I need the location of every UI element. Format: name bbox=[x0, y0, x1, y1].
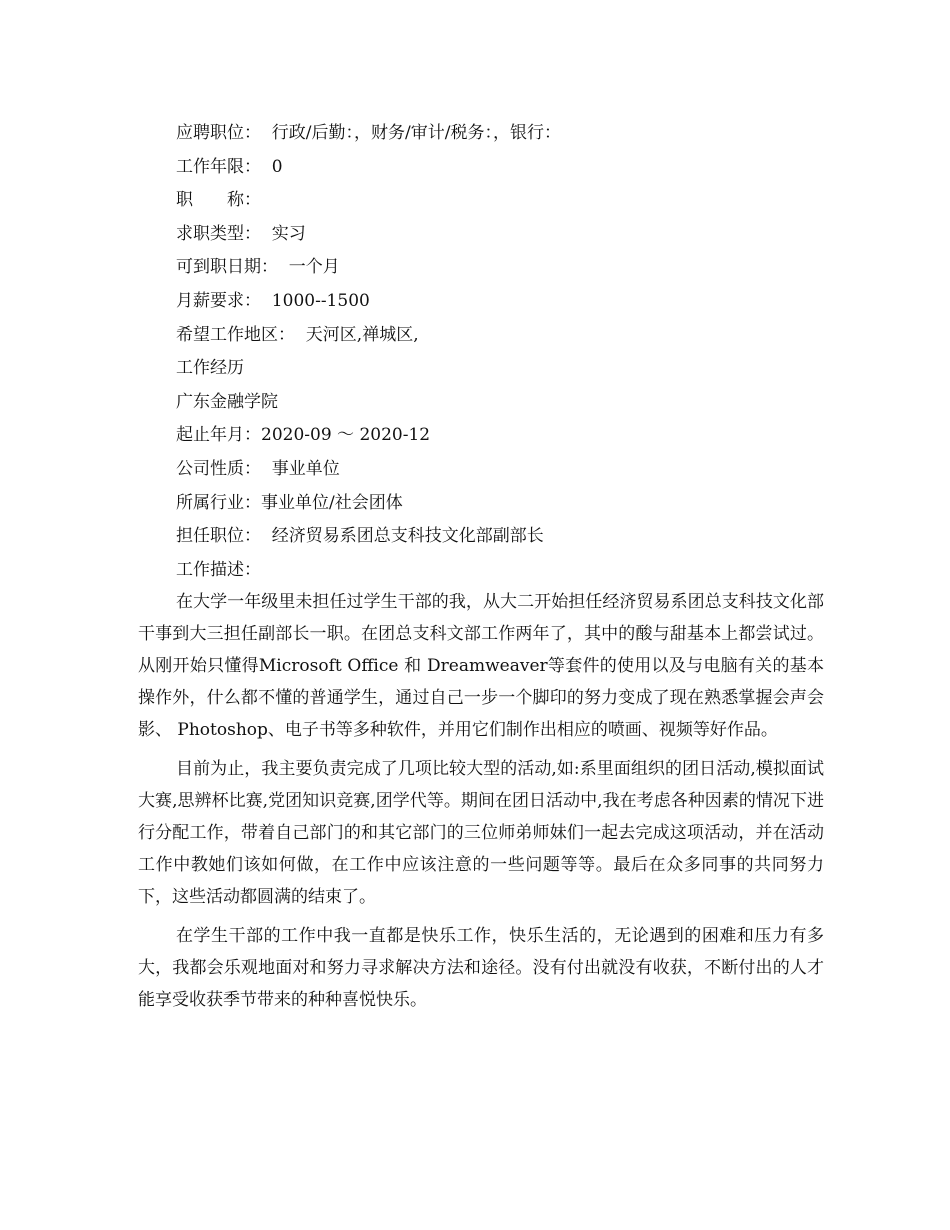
field-value: 行政/后勤：，财务/审计/税务：，银行： bbox=[261, 123, 561, 143]
field-value: 2020-09 ～ 2020-12 bbox=[261, 425, 431, 446]
resume-field-list bbox=[176, 117, 836, 587]
field-label: 求职类型： bbox=[176, 223, 261, 244]
field-label: 工作描述： bbox=[176, 559, 261, 580]
field-label: 工作经历 bbox=[176, 358, 244, 379]
field-period bbox=[176, 419, 836, 453]
field-company-type bbox=[176, 453, 836, 487]
field-label: 起止年月： bbox=[176, 425, 261, 446]
field-position-applied bbox=[176, 117, 836, 151]
section-heading-work-experience bbox=[176, 352, 836, 386]
description-paragraph: 在大学一年级里未担任过学生干部的我，从大二开始担任经济贸易系团总支科技文化部干事到大三担任副部长一职。在团总支科文部工作两年了，其中的酸与甜基本上都尝试过。从刚开始只懂得Microsoft Office 和 Dreamweaver等套件的使用以及与电脑有关的基本操作外，什么都不懂的普通学生，通过自己一步一个脚印的努力变成了现在熟悉掌握会声会影、 Photoshop、电子书等多种软件，并用它们制作出相应的喷画、视频等好作品。 bbox=[138, 592, 824, 740]
field-label: 职 称： bbox=[176, 190, 261, 211]
field-label: 广东金融学院 bbox=[176, 391, 278, 412]
field-job-type bbox=[176, 218, 836, 252]
job-description-body bbox=[138, 586, 824, 1023]
field-value: 经济贸易系团总支科技文化部副部长 bbox=[261, 526, 544, 547]
field-label: 所属行业： bbox=[176, 492, 261, 513]
field-label: 担任职位： bbox=[176, 526, 261, 547]
field-work-years bbox=[176, 151, 836, 185]
field-value: 一个月 bbox=[278, 257, 340, 278]
field-label: 可到职日期： bbox=[176, 257, 278, 278]
field-job-description-label bbox=[176, 554, 836, 588]
field-available-date bbox=[176, 251, 836, 285]
field-value: 1000--1500 bbox=[261, 290, 370, 311]
field-work-region bbox=[176, 319, 836, 353]
field-value: 事业单位 bbox=[261, 458, 340, 479]
field-title bbox=[176, 184, 836, 218]
field-industry bbox=[176, 487, 836, 521]
field-value: 实习 bbox=[261, 223, 306, 244]
field-value: 天河区,禅城区, bbox=[295, 324, 419, 345]
field-label: 工作年限： bbox=[176, 156, 261, 177]
field-organization bbox=[176, 386, 836, 420]
field-label: 应聘职位： bbox=[176, 123, 261, 143]
description-paragraph: 目前为止，我主要负责完成了几项比较大型的活动,如:系里面组织的团日活动,模拟面试大赛,思辨杯比赛,党团知识竞赛,团学代等。期间在团日活动中,我在考虑各种因素的情况下进行分配工作，带着自己部门的和其它部门的三位师弟师妹们一起去完成这项活动，并在活动工作中教她们该如何做，在工作中应该注意的一些问题等等。最后在众多同事的共同努力下，这些活动都圆满的结束了。 bbox=[138, 759, 824, 907]
field-salary bbox=[176, 285, 836, 319]
field-role bbox=[176, 520, 836, 554]
field-value: 事业单位/社会团体 bbox=[261, 492, 403, 513]
field-label: 月薪要求： bbox=[176, 290, 261, 311]
field-label: 公司性质： bbox=[176, 458, 261, 479]
field-label: 希望工作地区： bbox=[176, 324, 295, 345]
field-value: 0 bbox=[261, 156, 283, 177]
description-paragraph: 在学生干部的工作中我一直都是快乐工作，快乐生活的，无论遇到的困难和压力有多大，我都会乐观地面对和努力寻求解决方法和途径。没有付出就没有收获，不断付出的人才能享受收获季节带来的种种喜悦快乐。 bbox=[138, 926, 824, 1010]
